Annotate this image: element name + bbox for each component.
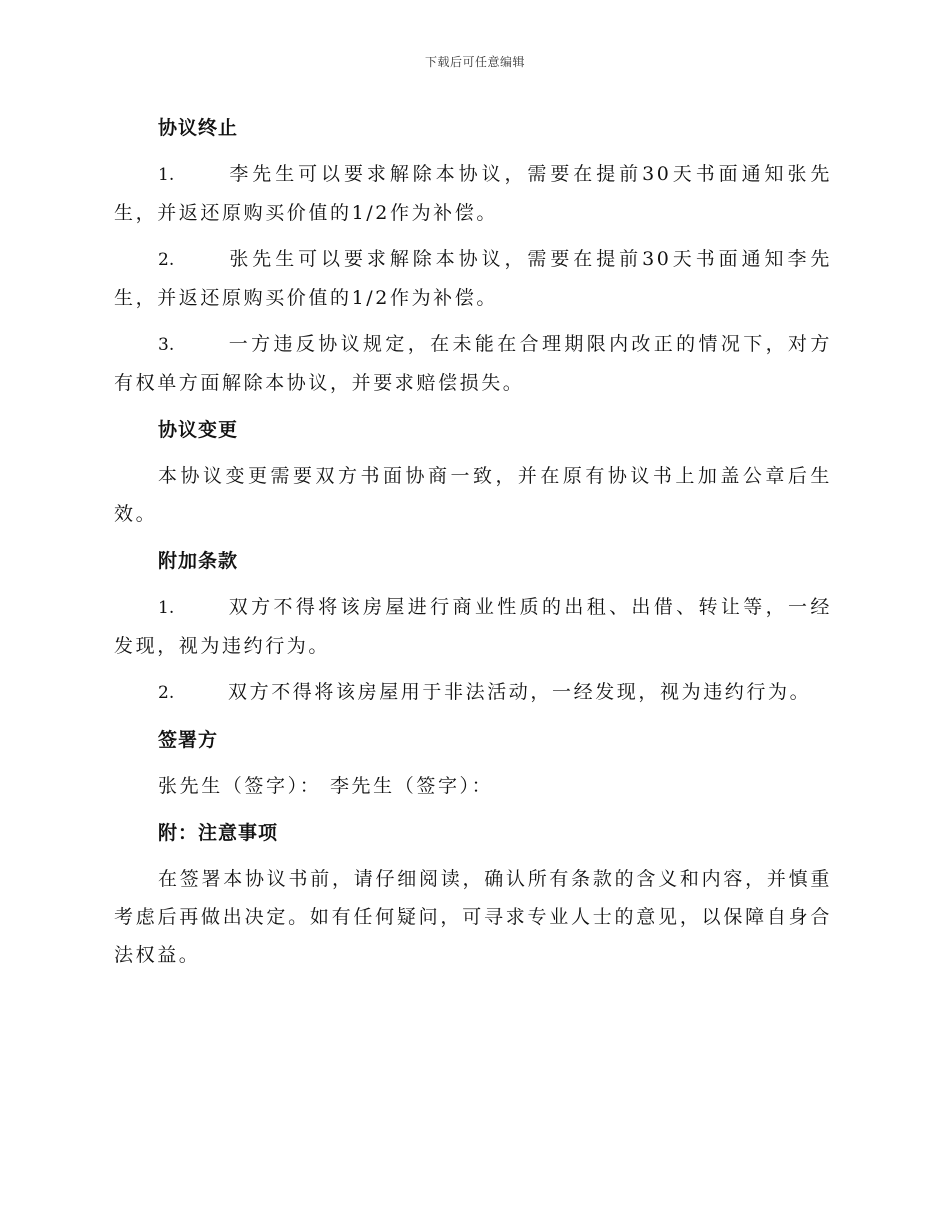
termination-item-1 [114,155,832,232]
item-text: 张先生可以要求解除本协议，需要在提前30天书面通知李先生，并返还原购买价值的1/2作为补偿。 [114,248,832,309]
item-number: 1. [158,165,175,185]
item-text: 双方不得将该房屋进行商业性质的出租、出借、转让等，一经发现，视为违约行为。 [114,596,832,657]
change-paragraph: 本协议变更需要双方书面协商一致，并在原有协议书上加盖公章后生效。 [114,465,832,525]
item-text: 李先生可以要求解除本协议，需要在提前30天书面通知张先生，并返还原购买价值的1/2作为补偿。 [114,163,832,224]
item-number: 2. [158,683,175,703]
additional-item-2 [114,673,832,712]
heading-termination: 协议终止 [158,117,239,139]
heading-additional: 附加条款 [158,550,239,572]
page-header: 下载后可任意编辑 [424,55,525,69]
notes-paragraph: 在签署本协议书前，请仔细阅读，确认所有条款的含义和内容，并慎重考虑后再做出决定。如有任何疑问，可寻求专业人士的意见，以保障自身合法权益。 [114,868,832,966]
heading-change: 协议变更 [158,419,239,441]
heading-signatories: 签署方 [158,729,219,751]
heading-notes: 附：注意事项 [158,822,279,844]
item-number: 2. [158,250,175,270]
termination-item-2 [114,240,832,317]
item-number: 3. [158,335,175,355]
document-body [114,108,832,982]
item-text: 一方违反协议规定，在未能在合理期限内改正的情况下，对方有权单方面解除本协议，并要求赔偿损失。 [114,333,832,394]
termination-item-3 [114,325,832,402]
additional-item-1 [114,588,832,665]
signature-line: 张先生（签字）： 李先生（签字）： [158,775,494,797]
item-text: 双方不得将该房屋用于非法活动，一经发现，视为违约行为。 [228,681,812,703]
item-number: 1. [158,598,175,618]
